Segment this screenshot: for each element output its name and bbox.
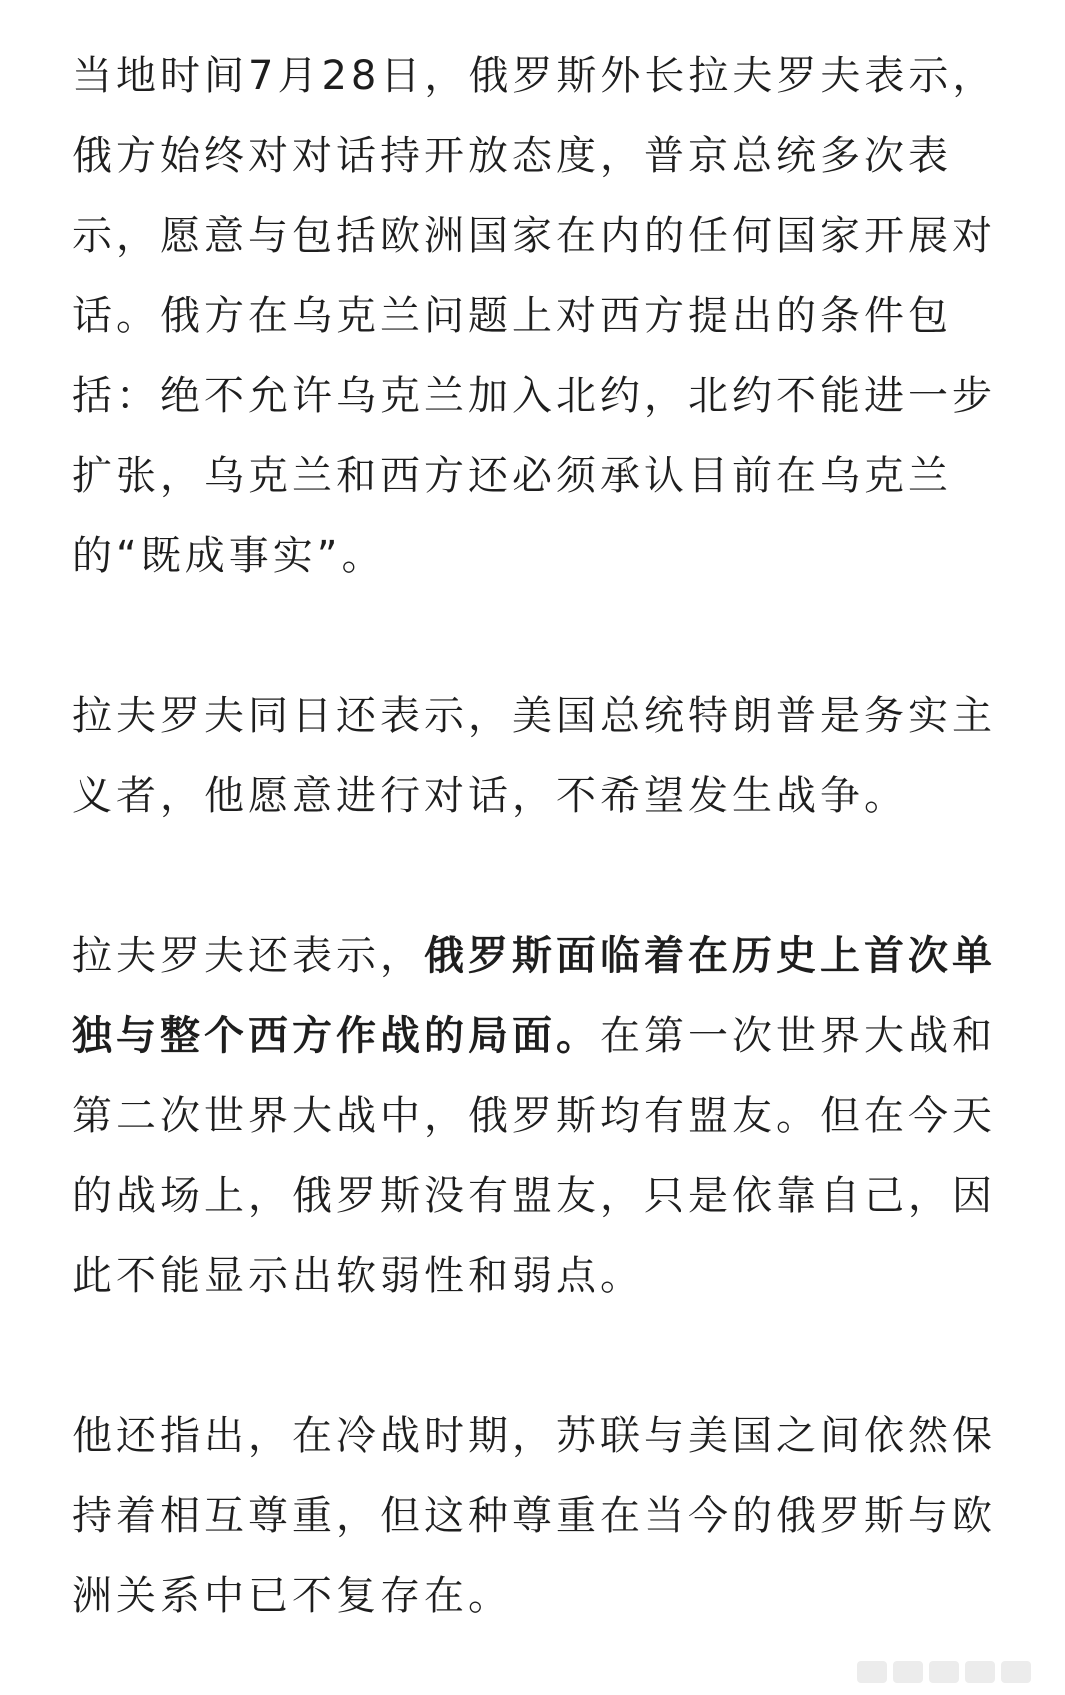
paragraph-1: 当地时间7月28日，俄罗斯外长拉夫罗夫表示，俄方始终对对话持开放态度，普京总统多次表示，愿意与包括欧洲国家在内的任何国家开展对话。俄方在乌克兰问题上对西方提出的条件包括：绝不允许乌克兰加入北约，北约不能进一步扩张，乌克兰和西方还必须承认目前在乌克兰的“既成事实”。 [72, 53, 997, 579]
paragraph-3 [72, 916, 1000, 1316]
article-body [72, 36, 1000, 1636]
paragraph-3-lead: 拉夫罗夫还表示， [72, 933, 424, 979]
paragraph-2: 拉夫罗夫同日还表示，美国总统特朗普是务实主义者，他愿意进行对话，不希望发生战争。 [72, 693, 996, 819]
paragraph-3-bold: 俄罗斯面临着在历史上首次单独与整个西方作战的局面。 [72, 933, 996, 1059]
paragraph-4: 他还指出，在冷战时期，苏联与美国之间依然保持着相互尊重，但这种尊重在当今的俄罗斯与欧洲关系中已不复存在。 [72, 1413, 996, 1619]
platform-watermark-icon [857, 1659, 1047, 1685]
paragraph-3-rest: 在第一次世界大战和第二次世界大战中，俄罗斯均有盟友。但在今天的战场上，俄罗斯没有盟友，只是依靠自己，因此不能显示出软弱性和弱点。 [72, 1013, 996, 1299]
